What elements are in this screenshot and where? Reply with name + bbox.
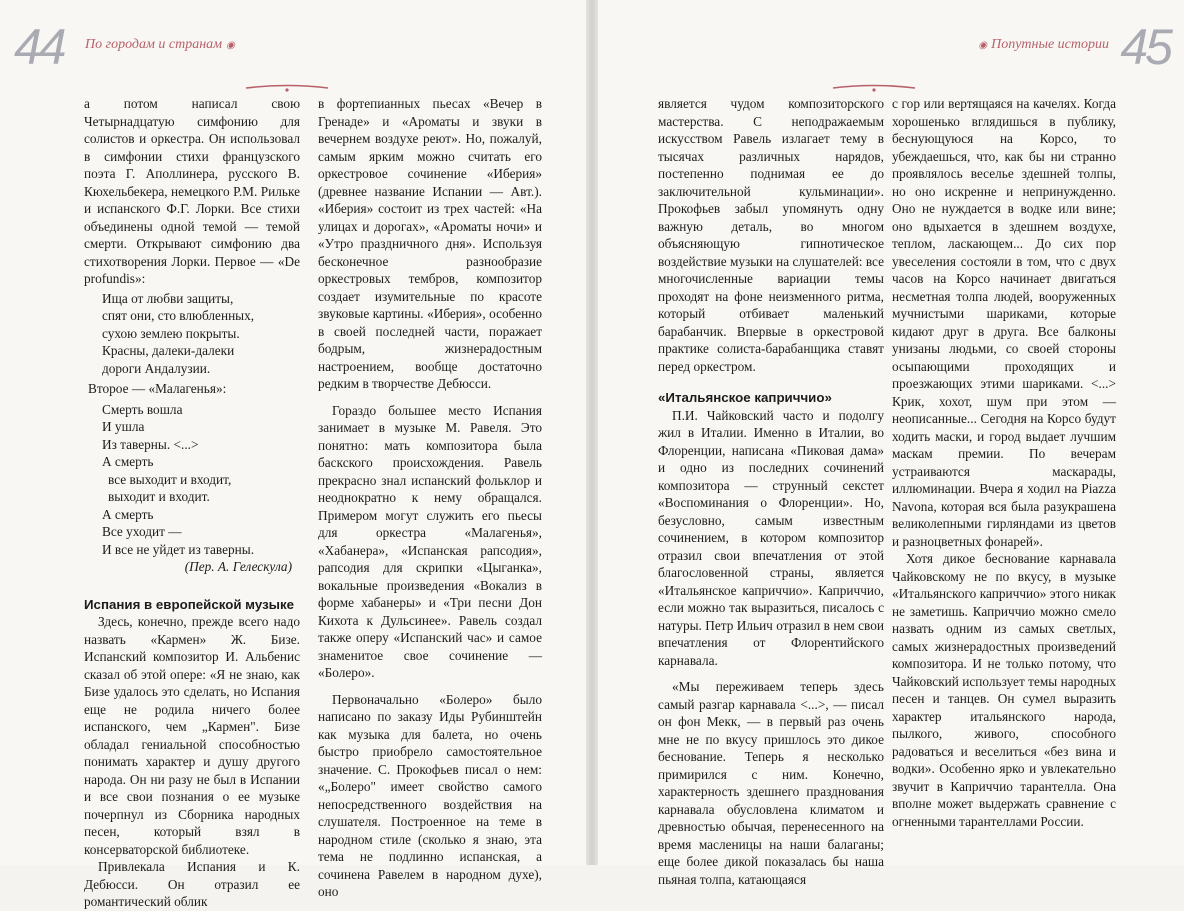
- column-2: [318, 95, 542, 901]
- right-page: [598, 0, 1184, 887]
- poem-line: А смерть: [102, 454, 154, 469]
- paragraph: Хотя дикое беснование карнавала Чайковскому не по вкусу, в музыке «Итальянского каприччио» этого никак не заметишь. Каприччио можно смело назвать одним из самых светлых, самых жизнерадостных произведений композитора. И не только потому, что Чайковский использует темы народных песен и танцев. Он сумел выразить характер итальянского народа, пылкого, живого, способного радоваться и веселиться «без вина и водки». Особенно ярко и увлекательно звучит в Каприччио тарантелла. Она вполне может выдержать сравнение с огненными тарантеллами России.: [892, 551, 1116, 829]
- column-1: [658, 95, 884, 888]
- paragraph: Привлекала Испания и К. Дебюсси. Он отразил ее романтический облик: [84, 859, 300, 909]
- ornament-icon: [244, 82, 330, 94]
- paragraph: «Мы переживаем теперь здесь самый разгар карнавала <...>, — писал он фон Мекк, — в первый раз очень мне не по вкусу пришлось это дикое беснование. Теперь я несколько примирился с ним. Конечно, характерность здешнего празднования карнавала обусловлена климатом и древностью обычая, перенесенного на время масленицы на наши балаганы; еще более дикой показалась бы наша пьяная толпа, катающаяся: [658, 679, 884, 887]
- section-title: [978, 37, 1109, 53]
- poem-line: И все не уйдет из таверны.: [102, 541, 255, 557]
- poem-line: спят они, сто влюбленных,: [102, 308, 255, 323]
- poem-line: Красны, далеки-далеки: [102, 343, 235, 358]
- paragraph: с гор или вертящаяся на качелях. Когда хорошенько вглядишься в публику, беснующуюся на Корсо, то убеждаешься, что, как бы ни странно проявлялось веселье здешней толпы, но оно искренне и непринужденно. Оно не нуждается в водке или вине; оно вдыхается в здешнем воздухе, теплом, ласкающем... До сих пор увеселения состояли в том, что с двух часов на Корсо начинает двигаться несметная толпа людей, вооруженных мучнистыми шариками, которые кидают друг в друга. Все балконы унизаны людьми, со своей стороны осыпающими проходящих и проезжающих этими шариками. <...> Крик, хохот, шум при этом — неописанные... Сегодня на Корсо будут ходить маски, и город выдает лучшим маскам премии. По вечерам устраиваются маскарады, иллюминации. Вчера я ходил на Piazza Navona, которая вся была разукрашена великолепными гирляндами из цветов и разноцветных фонарей».: [892, 96, 1116, 549]
- paragraph: а потом написал свою Четырнадцатую симфонию для солистов и оркестра. Он использовал в симфонии стихи французского поэта Г. Аполлинера, русского В. Кюхельбекера, немецкого Р.М. Рильке и испанского Ф.Г. Лорки. Все стихи объединены одной темой — темой смерти. Открывают симфонию два стихотворения Лорки. Первое — «De profundis»:: [84, 96, 300, 286]
- poem-line: дороги Андалузии.: [102, 360, 211, 376]
- section-title-text: Попутные истории: [991, 37, 1109, 52]
- poem-de-profundis: [102, 290, 300, 378]
- poem-line: Ища от любви защиты,: [102, 290, 234, 306]
- poem-line: А смерть: [102, 506, 154, 522]
- page-number: 45: [1120, 19, 1170, 75]
- section-title: [85, 37, 235, 53]
- poem-line: Смерть вошла: [102, 401, 183, 417]
- section-title-text: По городам и странам: [85, 37, 223, 52]
- poem-label: Второе — «Малагенья»:: [88, 381, 227, 396]
- poem-line: И ушла: [102, 419, 145, 434]
- paragraph: является чудом композиторского мастерства. С неподражаемым искусством Равель излагает тему в тысячах различных нарядов, постепенно поднимая ее до заключительной кульминации». Прокофьев забыл упомянуть одну важную деталь, во многом объясняющую гипнотическое воздействие музыки на слушателей: все многочисленные вариации темы проходят на фоне неизменного ритма, который отбивает маленький барабанчик. Впервые в оркестровой практике солиста-барабанщика ставят перед оркестром.: [658, 96, 884, 374]
- column-1: [84, 95, 300, 911]
- poem-line: все выходит и входит,: [108, 471, 232, 487]
- paragraph: Здесь, конечно, прежде всего надо назвать «Кармен» Ж. Бизе. Испанский композитор И. Альбенис сказал об этой опере: «Я не знаю, как Бизе удалось это сделать, но Испания еще не родила ничего более испанского, чем „Кармен". Бизе обладал гениальной способностью понимать характер и душу другого народа. Он ни разу не был в Испании и все свои познания о ее музыке почерпнул из Сборника народных песен, который взял в консерваторской библиотеке.: [84, 614, 300, 857]
- paragraph: Гораздо большее место Испания занимает в музыке М. Равеля. Это понятно: мать композитора была баскского происхождения. Равель прекрасно знал испанский фольклор и неоднократно к нему обращался. Примером могут служить его пьесы для оркестра «Малагенья», «Хабанера», «Испанская рапсодия», рапсодия для скрипки «Цыганка», вокальные произведения «Вокализ в форме хабанеры» и «Три песни Дон Кихота к Дульсинее». Равель создал также оперу «Испанский час» и самое знаменитое свое сочинение — «Болеро».: [318, 402, 542, 680]
- poem-malagena: [102, 401, 300, 559]
- poem-line: выходит и входит.: [108, 489, 210, 504]
- left-page: [0, 0, 586, 909]
- section-heading: Испания в европейской музыке: [84, 596, 295, 612]
- poem-line: Все уходит —: [102, 524, 182, 539]
- bullet-icon: ◉: [978, 39, 988, 51]
- paragraph: в фортепианных пьесах «Вечер в Гренаде» и «Ароматы и звуки в вечернем воздухе реют». Но, пожалуй, самым ярким можно считать его оркестровое сочинение «Иберия» (древнее название Испании — Авт.). «Иберия» состоит из трех частей: «На улицах и дорогах», «Ароматы ночи» и «Утро праздничного дня». Используя бесконечное разнообразие оркестровых тембров, композитор создает изумительные по красоте звуковые картины. «Иберия», особенно в своей последней части, поражает бодрым, жизнерадостным настроением, вообще достаточно редким в творчестве Дебюсси.: [318, 96, 542, 391]
- poem-line: Из таверны. <...>: [102, 436, 199, 452]
- book-gutter: [586, 0, 598, 865]
- poem-line: сухою землею покрыты.: [102, 325, 240, 341]
- bullet-icon: ◉: [226, 39, 235, 51]
- paragraph: Первоначально «Болеро» было написано по заказу Иды Рубинштейн как музыка для балета, но очень быстро приобрело самостоятельное значение. С. Прокофьев писал о нем: «„Болеро" имеет свойство самого непосредственного воздействия на слушателя. Построенное на теме в народном стиле (сколько я знаю, эта тема не подлинно испанская, а сочинена Равелем в народном духе), оно: [318, 691, 542, 899]
- translator-credit: (Пер. А. Гелескула): [184, 559, 292, 574]
- paragraph: П.И. Чайковский часто и подолгу жил в Италии. Именно в Италии, во Флоренции, написана «Пиковая дама» и одно из последних сочинений композитора — струнный секстет «Воспоминания о Флоренции». Но, безусловно, самым известным сочинением, в котором композитор отразил свои впечатления от этой благословенной страны, является «Итальянское каприччио». Каприччио, если можно так выразиться, писалось с натуры. Петр Ильич отразил в нем свои впечатления от Флорентийского карнавала.: [658, 407, 884, 668]
- page-number: 44: [14, 19, 64, 75]
- column-2: [892, 95, 1116, 830]
- section-heading: «Итальянское каприччио»: [658, 390, 832, 405]
- ornament-icon: [831, 82, 917, 94]
